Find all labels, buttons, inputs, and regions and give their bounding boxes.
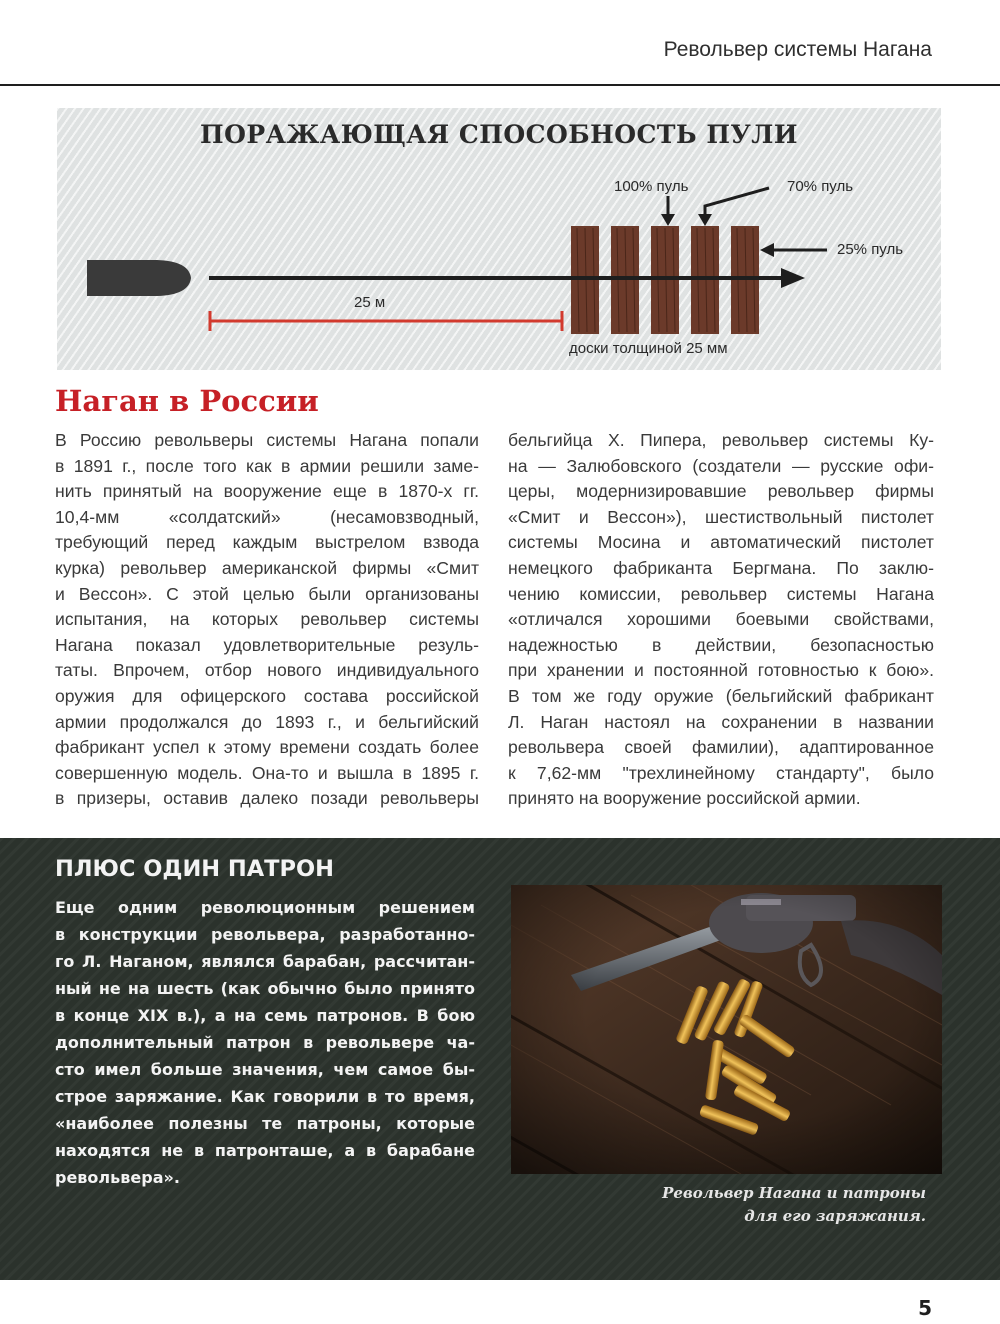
sidebar-line: го Л. Наганом, являлся барабан, рассчитан- [55,952,475,971]
text-line: надежностью в действии, безопасностью [508,634,934,655]
label-70-percent: 70% пуль [787,178,854,195]
text-line: оружия для офицерского состава российской [55,685,479,706]
text-line: Л. Наган настоял на сохранении в названии [508,711,934,732]
text-line: испытания, на которых револьвер системы [55,609,479,630]
arrow-70-head [698,214,712,226]
revolver-photo [511,885,942,1174]
text-line: системы Мосина и автоматический пистолет [508,532,934,553]
label-100-percent: 100% пуль [614,178,689,195]
photo-caption [662,1182,926,1228]
section-title: Наган в России [55,384,319,418]
text-line: револьвера своей фамилии), адаптированное [508,737,934,758]
text-line: при хранении и постоянной готовностью к бою». [508,660,934,681]
text-line: к 7,62-мм "трехлинейному стандарту", было [508,762,934,783]
sidebar-line: Еще одним революционным решением [55,898,475,917]
arrow-100-head [661,214,675,226]
revolver-photo-illustration [511,885,942,1174]
text-column-left [55,428,479,812]
text-line: таты. Впрочем, отбор нового индивидуального [55,660,479,681]
text-line: в 1891 г., после того как в армии решили заме- [55,455,479,476]
sidebar-line: «наиболее полезны те патроны, которые [55,1114,475,1133]
caption-line-1: Револьвер Нагана и патроны [662,1184,926,1202]
sidebar-line: находятся не в патронташе, а в барабане [55,1141,475,1160]
text-line: принято на вооружение российской армии. [508,788,861,809]
arrow-25-head [760,243,774,257]
distance-label: 25 м [354,294,386,311]
sidebar-line: сто имел больше значения, чем самое бы- [55,1060,475,1079]
text-line: курка) револьвер американской фирмы «Смит [55,557,479,578]
caption-line-2: для его заряжания. [744,1207,926,1225]
sidebar-line: в конструкции револьвера, разработанно- [55,925,475,944]
photo-vignette [511,885,942,1174]
text-line: в призеры, оставив далеко позади револьверы [55,788,479,809]
sidebar-line: дополнительный патрон в револьвере ча- [55,1033,475,1052]
sidebar-line: строе заряжание. Как говорили в то время, [55,1087,475,1106]
header-rule [0,84,1000,86]
text-line: Нагана показал удовлетворительные резуль- [55,634,479,655]
text-line: 10,4-мм «солдатский» (несамовзводный, [55,506,479,527]
bullet-penetration-infographic [57,108,941,370]
sidebar-title: ПЛЮС ОДИН ПАТРОН [55,856,334,882]
text-column-right [508,428,934,812]
text-line: чению комиссии, револьвер системы Нагана [508,583,934,604]
text-line: «отличался хорошими боевыми свойствами, [508,609,934,630]
text-line: требующий перед каждым выстрелом взвода [55,532,479,553]
text-line: немецкого фабриканта Бергмана. По заклю- [508,557,934,578]
running-title: Револьвер системы Нагана [663,38,932,61]
sidebar-line: ный не на шесть (как обычно было принято [55,979,475,998]
text-line: «Смит и Вессон»), шестиствольный пистолет [508,506,934,527]
text-line: В том же году оружие (бельгийский фабрикант [508,685,934,706]
sidebar-line: в конце XIX в.), а на семь патронов. В бою [55,1006,475,1025]
text-line: на — Залюбовского (создатели — русские офи- [508,455,934,476]
text-line: фабрикант успел к этому времени создать более [55,737,479,758]
page-number: 5 [918,1296,932,1320]
text-line: и Вессон». С этой целью были организованы [55,583,479,604]
text-line: церы, модернизировавшие револьвер фирмы [508,481,934,502]
text-line: армии продолжался до 1893 г., и бельгийский [55,711,479,732]
text-line: бельгийца Х. Пипера, револьвер системы Ку- [508,430,934,450]
infographic-diagram [57,108,941,370]
infographic-title: ПОРАЖАЮЩАЯ СПОСОБНОСТЬ ПУЛИ [200,120,798,149]
text-line: нить принятый на вооружение еще в 1870-х гг. [55,481,479,502]
sidebar-line: револьвера». [55,1168,180,1187]
text-line: совершенную модель. Она-то и вышла в 1895 г. [55,762,479,783]
boards-label: доски толщиной 25 мм [569,340,728,357]
label-25-percent: 25% пуль [837,241,904,258]
text-line: В Россию револьверы системы Нагана попали [55,430,479,450]
running-header [0,0,1000,86]
arrow-70-shaft [705,188,769,216]
sidebar-text [55,894,475,1191]
bullet-icon [87,260,191,296]
